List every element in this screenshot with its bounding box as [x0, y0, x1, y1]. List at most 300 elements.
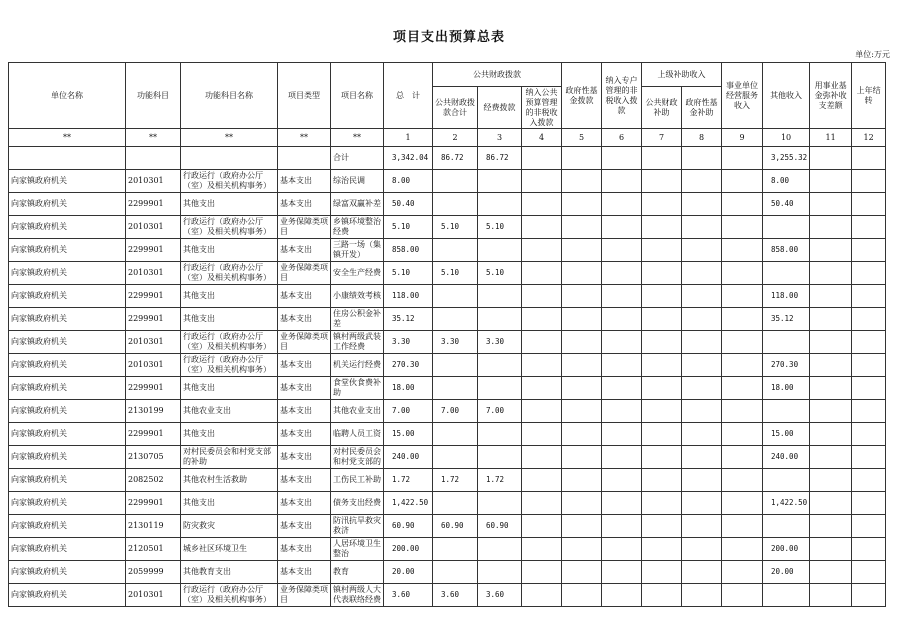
cell-upper-public: [642, 239, 682, 262]
cell-func-code: 2130119: [126, 515, 181, 538]
cell-upper-public: [642, 515, 682, 538]
cell-func-name: 行政运行（政府办公厅（室）及相关机构事务）: [181, 216, 278, 239]
cell-public-total: [433, 492, 478, 515]
cell-business-fund: [810, 216, 852, 239]
cell-unit-name: 向家镇政府机关: [9, 377, 126, 400]
index-cell: 8: [682, 129, 722, 147]
header-func-code: 功能科目: [126, 63, 181, 129]
cell-unit-name: 向家镇政府机关: [9, 308, 126, 331]
cell-func-code: 2130705: [126, 446, 181, 469]
header-public-expense: 经费拨款: [478, 87, 522, 129]
cell-gov-fund: [562, 239, 602, 262]
cell-public-total: [433, 538, 478, 561]
cell-project-type: 基本支出: [278, 285, 331, 308]
cell-func-name: 行政运行（政府办公厅（室）及相关机构事务）: [181, 262, 278, 285]
header-upper-public: 公共财政补助: [642, 87, 682, 129]
cell-business-income: [722, 561, 763, 584]
cell-upper-public: [642, 538, 682, 561]
cell-business-fund: [810, 423, 852, 446]
table-row: [9, 354, 886, 377]
cell-gov-fund: [562, 377, 602, 400]
cell-business-fund: [810, 561, 852, 584]
cell-func-name: 行政运行（政府办公厅（室）及相关机构事务）: [181, 584, 278, 607]
cell-public-total: 60.90: [433, 515, 478, 538]
cell-public-expense: [478, 308, 522, 331]
cell-func-name: 其他支出: [181, 423, 278, 446]
cell-upper-public: [642, 147, 682, 170]
cell-upper-public: [642, 469, 682, 492]
cell-special-account: [602, 561, 642, 584]
cell-total: 20.00: [384, 561, 433, 584]
index-cell: 4: [522, 129, 562, 147]
cell-project-type: 业务保障类项目: [278, 262, 331, 285]
cell-upper-public: [642, 561, 682, 584]
cell-upper-public: [642, 446, 682, 469]
cell-other-income: [763, 584, 810, 607]
cell-func-name: 其他支出: [181, 193, 278, 216]
cell-special-account: [602, 515, 642, 538]
cell-func-code: 2299901: [126, 285, 181, 308]
cell-public-nontax: [522, 331, 562, 354]
cell-business-fund: [810, 308, 852, 331]
cell-special-account: [602, 193, 642, 216]
cell-business-income: [722, 354, 763, 377]
cell-special-account: [602, 308, 642, 331]
index-cell: **: [126, 129, 181, 147]
index-cell: 10: [763, 129, 810, 147]
cell-project-name: 乡镇环境整治经费: [331, 216, 384, 239]
cell-upper-gov: [682, 492, 722, 515]
cell-business-fund: [810, 469, 852, 492]
cell-prev-carryover: [852, 331, 886, 354]
cell-business-income: [722, 515, 763, 538]
cell-other-income: 270.30: [763, 354, 810, 377]
cell-total: 3.60: [384, 584, 433, 607]
cell-special-account: [602, 262, 642, 285]
cell-public-nontax: [522, 584, 562, 607]
cell-other-income: 35.12: [763, 308, 810, 331]
cell-business-fund: [810, 538, 852, 561]
cell-other-income: 20.00: [763, 561, 810, 584]
cell-business-fund: [810, 331, 852, 354]
cell-upper-public: [642, 308, 682, 331]
cell-public-expense: [478, 354, 522, 377]
cell-prev-carryover: [852, 423, 886, 446]
cell-gov-fund: [562, 193, 602, 216]
cell-business-income: [722, 584, 763, 607]
table-row: [9, 515, 886, 538]
cell-func-name: 其他支出: [181, 492, 278, 515]
cell-project-name: 机关运行经费: [331, 354, 384, 377]
table-body: [9, 147, 886, 607]
table-header: [9, 63, 886, 147]
cell-special-account: [602, 331, 642, 354]
cell-project-name: 食堂伙食费补助: [331, 377, 384, 400]
cell-total: 200.00: [384, 538, 433, 561]
cell-func-name: 防灾救灾: [181, 515, 278, 538]
cell-gov-fund: [562, 446, 602, 469]
cell-prev-carryover: [852, 515, 886, 538]
cell-special-account: [602, 492, 642, 515]
index-cell: 5: [562, 129, 602, 147]
header-prev-carryover: 上年结转: [852, 63, 886, 129]
cell-business-income: [722, 147, 763, 170]
cell-business-income: [722, 538, 763, 561]
cell-func-code: 2299901: [126, 423, 181, 446]
cell-public-total: 3.60: [433, 584, 478, 607]
cell-func-code: 2010301: [126, 170, 181, 193]
cell-gov-fund: [562, 400, 602, 423]
cell-func-code: [126, 147, 181, 170]
cell-upper-public: [642, 331, 682, 354]
cell-public-expense: [478, 170, 522, 193]
cell-func-name: 其他农村生活救助: [181, 469, 278, 492]
cell-func-name: 其他支出: [181, 285, 278, 308]
cell-total: 8.00: [384, 170, 433, 193]
cell-gov-fund: [562, 308, 602, 331]
cell-other-income: 15.00: [763, 423, 810, 446]
index-cell: 1: [384, 129, 433, 147]
cell-upper-gov: [682, 377, 722, 400]
cell-func-code: 2010301: [126, 354, 181, 377]
cell-func-code: 2299901: [126, 239, 181, 262]
cell-gov-fund: [562, 285, 602, 308]
cell-other-income: 8.00: [763, 170, 810, 193]
cell-public-total: [433, 354, 478, 377]
cell-business-income: [722, 400, 763, 423]
cell-special-account: [602, 285, 642, 308]
cell-unit-name: 向家镇政府机关: [9, 193, 126, 216]
cell-upper-public: [642, 216, 682, 239]
cell-unit-name: 向家镇政府机关: [9, 515, 126, 538]
cell-project-type: 基本支出: [278, 469, 331, 492]
cell-business-income: [722, 331, 763, 354]
cell-business-fund: [810, 193, 852, 216]
cell-public-nontax: [522, 216, 562, 239]
header-upper-gov: 政府性基金补助: [682, 87, 722, 129]
cell-prev-carryover: [852, 147, 886, 170]
header-public-nontax: 纳入公共预算管理的非税收入拨款: [522, 87, 562, 129]
cell-prev-carryover: [852, 170, 886, 193]
cell-public-expense: [478, 446, 522, 469]
cell-public-expense: [478, 285, 522, 308]
cell-other-income: 200.00: [763, 538, 810, 561]
cell-project-name: 镇村两级人大代表联络经费: [331, 584, 384, 607]
table-row: [9, 285, 886, 308]
cell-upper-gov: [682, 423, 722, 446]
header-func-name: 功能科目名称: [181, 63, 278, 129]
cell-upper-gov: [682, 285, 722, 308]
cell-other-income: [763, 331, 810, 354]
cell-gov-fund: [562, 170, 602, 193]
cell-public-expense: 3.60: [478, 584, 522, 607]
header-unit-name: 单位名称: [9, 63, 126, 129]
header-other-income: 其他收入: [763, 63, 810, 129]
cell-project-name: 绿富双赢补差: [331, 193, 384, 216]
cell-business-income: [722, 239, 763, 262]
cell-gov-fund: [562, 561, 602, 584]
cell-func-name: 其他农业支出: [181, 400, 278, 423]
cell-public-total: [433, 561, 478, 584]
cell-func-name: 行政运行（政府办公厅（室）及相关机构事务）: [181, 331, 278, 354]
cell-project-type: 基本支出: [278, 239, 331, 262]
cell-func-name: 行政运行（政府办公厅（室）及相关机构事务）: [181, 170, 278, 193]
index-cell: 3: [478, 129, 522, 147]
cell-total: 270.30: [384, 354, 433, 377]
cell-project-name: 安全生产经费: [331, 262, 384, 285]
cell-prev-carryover: [852, 492, 886, 515]
cell-business-fund: [810, 446, 852, 469]
cell-other-income: 858.00: [763, 239, 810, 262]
cell-total: 50.40: [384, 193, 433, 216]
cell-upper-gov: [682, 469, 722, 492]
table-row: [9, 446, 886, 469]
cell-public-expense: 5.10: [478, 262, 522, 285]
cell-unit-name: 向家镇政府机关: [9, 584, 126, 607]
cell-func-name: 其他支出: [181, 377, 278, 400]
cell-other-income: [763, 469, 810, 492]
cell-project-name: 其他农业支出: [331, 400, 384, 423]
cell-business-income: [722, 492, 763, 515]
cell-project-name: 对村民委员会和村党支部的: [331, 446, 384, 469]
cell-gov-fund: [562, 469, 602, 492]
cell-gov-fund: [562, 538, 602, 561]
index-cell: 6: [602, 129, 642, 147]
table-row: [9, 492, 886, 515]
cell-public-nontax: [522, 354, 562, 377]
cell-upper-gov: [682, 331, 722, 354]
cell-func-code: 2299901: [126, 308, 181, 331]
index-cell: **: [331, 129, 384, 147]
cell-project-type: 业务保障类项目: [278, 331, 331, 354]
header-public-total: 公共财政拨款合计: [433, 87, 478, 129]
cell-func-code: 2082502: [126, 469, 181, 492]
cell-gov-fund: [562, 492, 602, 515]
cell-public-total: 5.10: [433, 262, 478, 285]
table-row: [9, 262, 886, 285]
cell-gov-fund: [562, 331, 602, 354]
cell-gov-fund: [562, 423, 602, 446]
cell-special-account: [602, 584, 642, 607]
cell-public-nontax: [522, 492, 562, 515]
cell-upper-gov: [682, 193, 722, 216]
table-row: [9, 377, 886, 400]
cell-upper-gov: [682, 561, 722, 584]
cell-func-code: 2130199: [126, 400, 181, 423]
cell-public-nontax: [522, 515, 562, 538]
cell-upper-public: [642, 262, 682, 285]
cell-upper-public: [642, 285, 682, 308]
cell-project-type: 基本支出: [278, 423, 331, 446]
cell-unit-name: 向家镇政府机关: [9, 285, 126, 308]
cell-prev-carryover: [852, 262, 886, 285]
cell-total: 118.00: [384, 285, 433, 308]
report-title: 项目支出预算总表: [392, 30, 505, 45]
cell-public-total: 7.00: [433, 400, 478, 423]
index-cell: 2: [433, 129, 478, 147]
cell-unit-name: 向家镇政府机关: [9, 400, 126, 423]
cell-other-income: 50.40: [763, 193, 810, 216]
cell-upper-gov: [682, 354, 722, 377]
cell-total: 3.30: [384, 331, 433, 354]
cell-public-total: [433, 239, 478, 262]
table-row: [9, 584, 886, 607]
cell-prev-carryover: [852, 538, 886, 561]
cell-func-name: 其他支出: [181, 239, 278, 262]
cell-prev-carryover: [852, 561, 886, 584]
unit-label: 单位:万元: [855, 50, 890, 59]
cell-gov-fund: [562, 216, 602, 239]
cell-public-expense: 7.00: [478, 400, 522, 423]
cell-total: 5.10: [384, 216, 433, 239]
cell-public-nontax: [522, 561, 562, 584]
cell-business-income: [722, 377, 763, 400]
cell-total: 5.10: [384, 262, 433, 285]
cell-public-nontax: [522, 285, 562, 308]
cell-unit-name: 向家镇政府机关: [9, 423, 126, 446]
cell-business-income: [722, 170, 763, 193]
cell-prev-carryover: [852, 239, 886, 262]
cell-total: 60.90: [384, 515, 433, 538]
header-gov-fund: 政府性基金拨款: [562, 63, 602, 129]
header-special-account: 纳入专户管理的非税收入拨款: [602, 63, 642, 129]
cell-public-expense: 60.90: [478, 515, 522, 538]
cell-total: 15.00: [384, 423, 433, 446]
cell-unit-name: 向家镇政府机关: [9, 538, 126, 561]
cell-project-type: [278, 147, 331, 170]
table-row: [9, 147, 886, 170]
cell-total: 240.00: [384, 446, 433, 469]
cell-project-type: 基本支出: [278, 377, 331, 400]
cell-func-name: 对村民委员会和村党支部的补助: [181, 446, 278, 469]
cell-unit-name: 向家镇政府机关: [9, 354, 126, 377]
cell-project-type: 基本支出: [278, 308, 331, 331]
cell-business-income: [722, 423, 763, 446]
cell-special-account: [602, 538, 642, 561]
header-business-income: 事业单位经营服务收入: [722, 63, 763, 129]
cell-prev-carryover: [852, 469, 886, 492]
cell-business-income: [722, 469, 763, 492]
cell-public-nontax: [522, 538, 562, 561]
cell-public-total: [433, 308, 478, 331]
cell-business-fund: [810, 354, 852, 377]
cell-special-account: [602, 423, 642, 446]
cell-project-name: 债务支出经费: [331, 492, 384, 515]
table-row: [9, 193, 886, 216]
cell-public-total: 3.30: [433, 331, 478, 354]
cell-public-expense: [478, 538, 522, 561]
cell-project-name: 防汛抗旱救灾救济: [331, 515, 384, 538]
cell-public-nontax: [522, 147, 562, 170]
cell-unit-name: 向家镇政府机关: [9, 492, 126, 515]
cell-project-type: 基本支出: [278, 538, 331, 561]
cell-unit-name: 向家镇政府机关: [9, 561, 126, 584]
cell-other-income: [763, 216, 810, 239]
cell-public-nontax: [522, 377, 562, 400]
cell-unit-name: 向家镇政府机关: [9, 170, 126, 193]
cell-total: 35.12: [384, 308, 433, 331]
index-cell: 12: [852, 129, 886, 147]
cell-project-name: 住房公积金补差: [331, 308, 384, 331]
cell-project-name: 镇村两级武装工作经费: [331, 331, 384, 354]
cell-prev-carryover: [852, 354, 886, 377]
cell-public-nontax: [522, 239, 562, 262]
cell-func-code: 2120501: [126, 538, 181, 561]
cell-other-income: [763, 515, 810, 538]
index-row: [9, 129, 886, 147]
cell-upper-gov: [682, 262, 722, 285]
table-row: [9, 239, 886, 262]
cell-prev-carryover: [852, 285, 886, 308]
cell-project-name: 综治民调: [331, 170, 384, 193]
cell-upper-public: [642, 170, 682, 193]
cell-public-nontax: [522, 400, 562, 423]
cell-func-name: [181, 147, 278, 170]
cell-prev-carryover: [852, 193, 886, 216]
cell-other-income: 118.00: [763, 285, 810, 308]
cell-business-income: [722, 285, 763, 308]
cell-upper-public: [642, 584, 682, 607]
cell-total: 7.00: [384, 400, 433, 423]
cell-upper-gov: [682, 584, 722, 607]
cell-gov-fund: [562, 147, 602, 170]
cell-public-expense: 1.72: [478, 469, 522, 492]
cell-public-total: [433, 285, 478, 308]
cell-total: 1.72: [384, 469, 433, 492]
cell-public-expense: 86.72: [478, 147, 522, 170]
cell-business-fund: [810, 285, 852, 308]
index-cell: **: [9, 129, 126, 147]
cell-public-expense: 3.30: [478, 331, 522, 354]
cell-upper-gov: [682, 538, 722, 561]
cell-func-name: 其他教育支出: [181, 561, 278, 584]
cell-project-name: 三路一场（集镇开发）: [331, 239, 384, 262]
cell-business-fund: [810, 400, 852, 423]
cell-other-income: 3,255.32: [763, 147, 810, 170]
cell-func-code: 2010301: [126, 216, 181, 239]
cell-other-income: 1,422.50: [763, 492, 810, 515]
cell-prev-carryover: [852, 308, 886, 331]
cell-project-name: 合计: [331, 147, 384, 170]
cell-business-income: [722, 193, 763, 216]
cell-business-fund: [810, 492, 852, 515]
header-business-fund: 用事业基金弥补收支差额: [810, 63, 852, 129]
cell-unit-name: [9, 147, 126, 170]
cell-special-account: [602, 377, 642, 400]
table-row: [9, 400, 886, 423]
cell-project-name: 教育: [331, 561, 384, 584]
cell-unit-name: 向家镇政府机关: [9, 239, 126, 262]
cell-total: 18.00: [384, 377, 433, 400]
budget-table: [8, 62, 886, 607]
cell-upper-gov: [682, 446, 722, 469]
cell-public-expense: [478, 423, 522, 446]
cell-other-income: [763, 400, 810, 423]
header-total: 总 计: [384, 63, 433, 129]
cell-public-nontax: [522, 308, 562, 331]
cell-project-type: 基本支出: [278, 400, 331, 423]
cell-public-total: [433, 446, 478, 469]
cell-public-expense: [478, 239, 522, 262]
cell-business-fund: [810, 239, 852, 262]
cell-public-total: [433, 193, 478, 216]
cell-func-code: 2299901: [126, 193, 181, 216]
cell-gov-fund: [562, 262, 602, 285]
table-row: [9, 561, 886, 584]
cell-upper-gov: [682, 239, 722, 262]
cell-func-code: 2010301: [126, 262, 181, 285]
cell-public-expense: 5.10: [478, 216, 522, 239]
